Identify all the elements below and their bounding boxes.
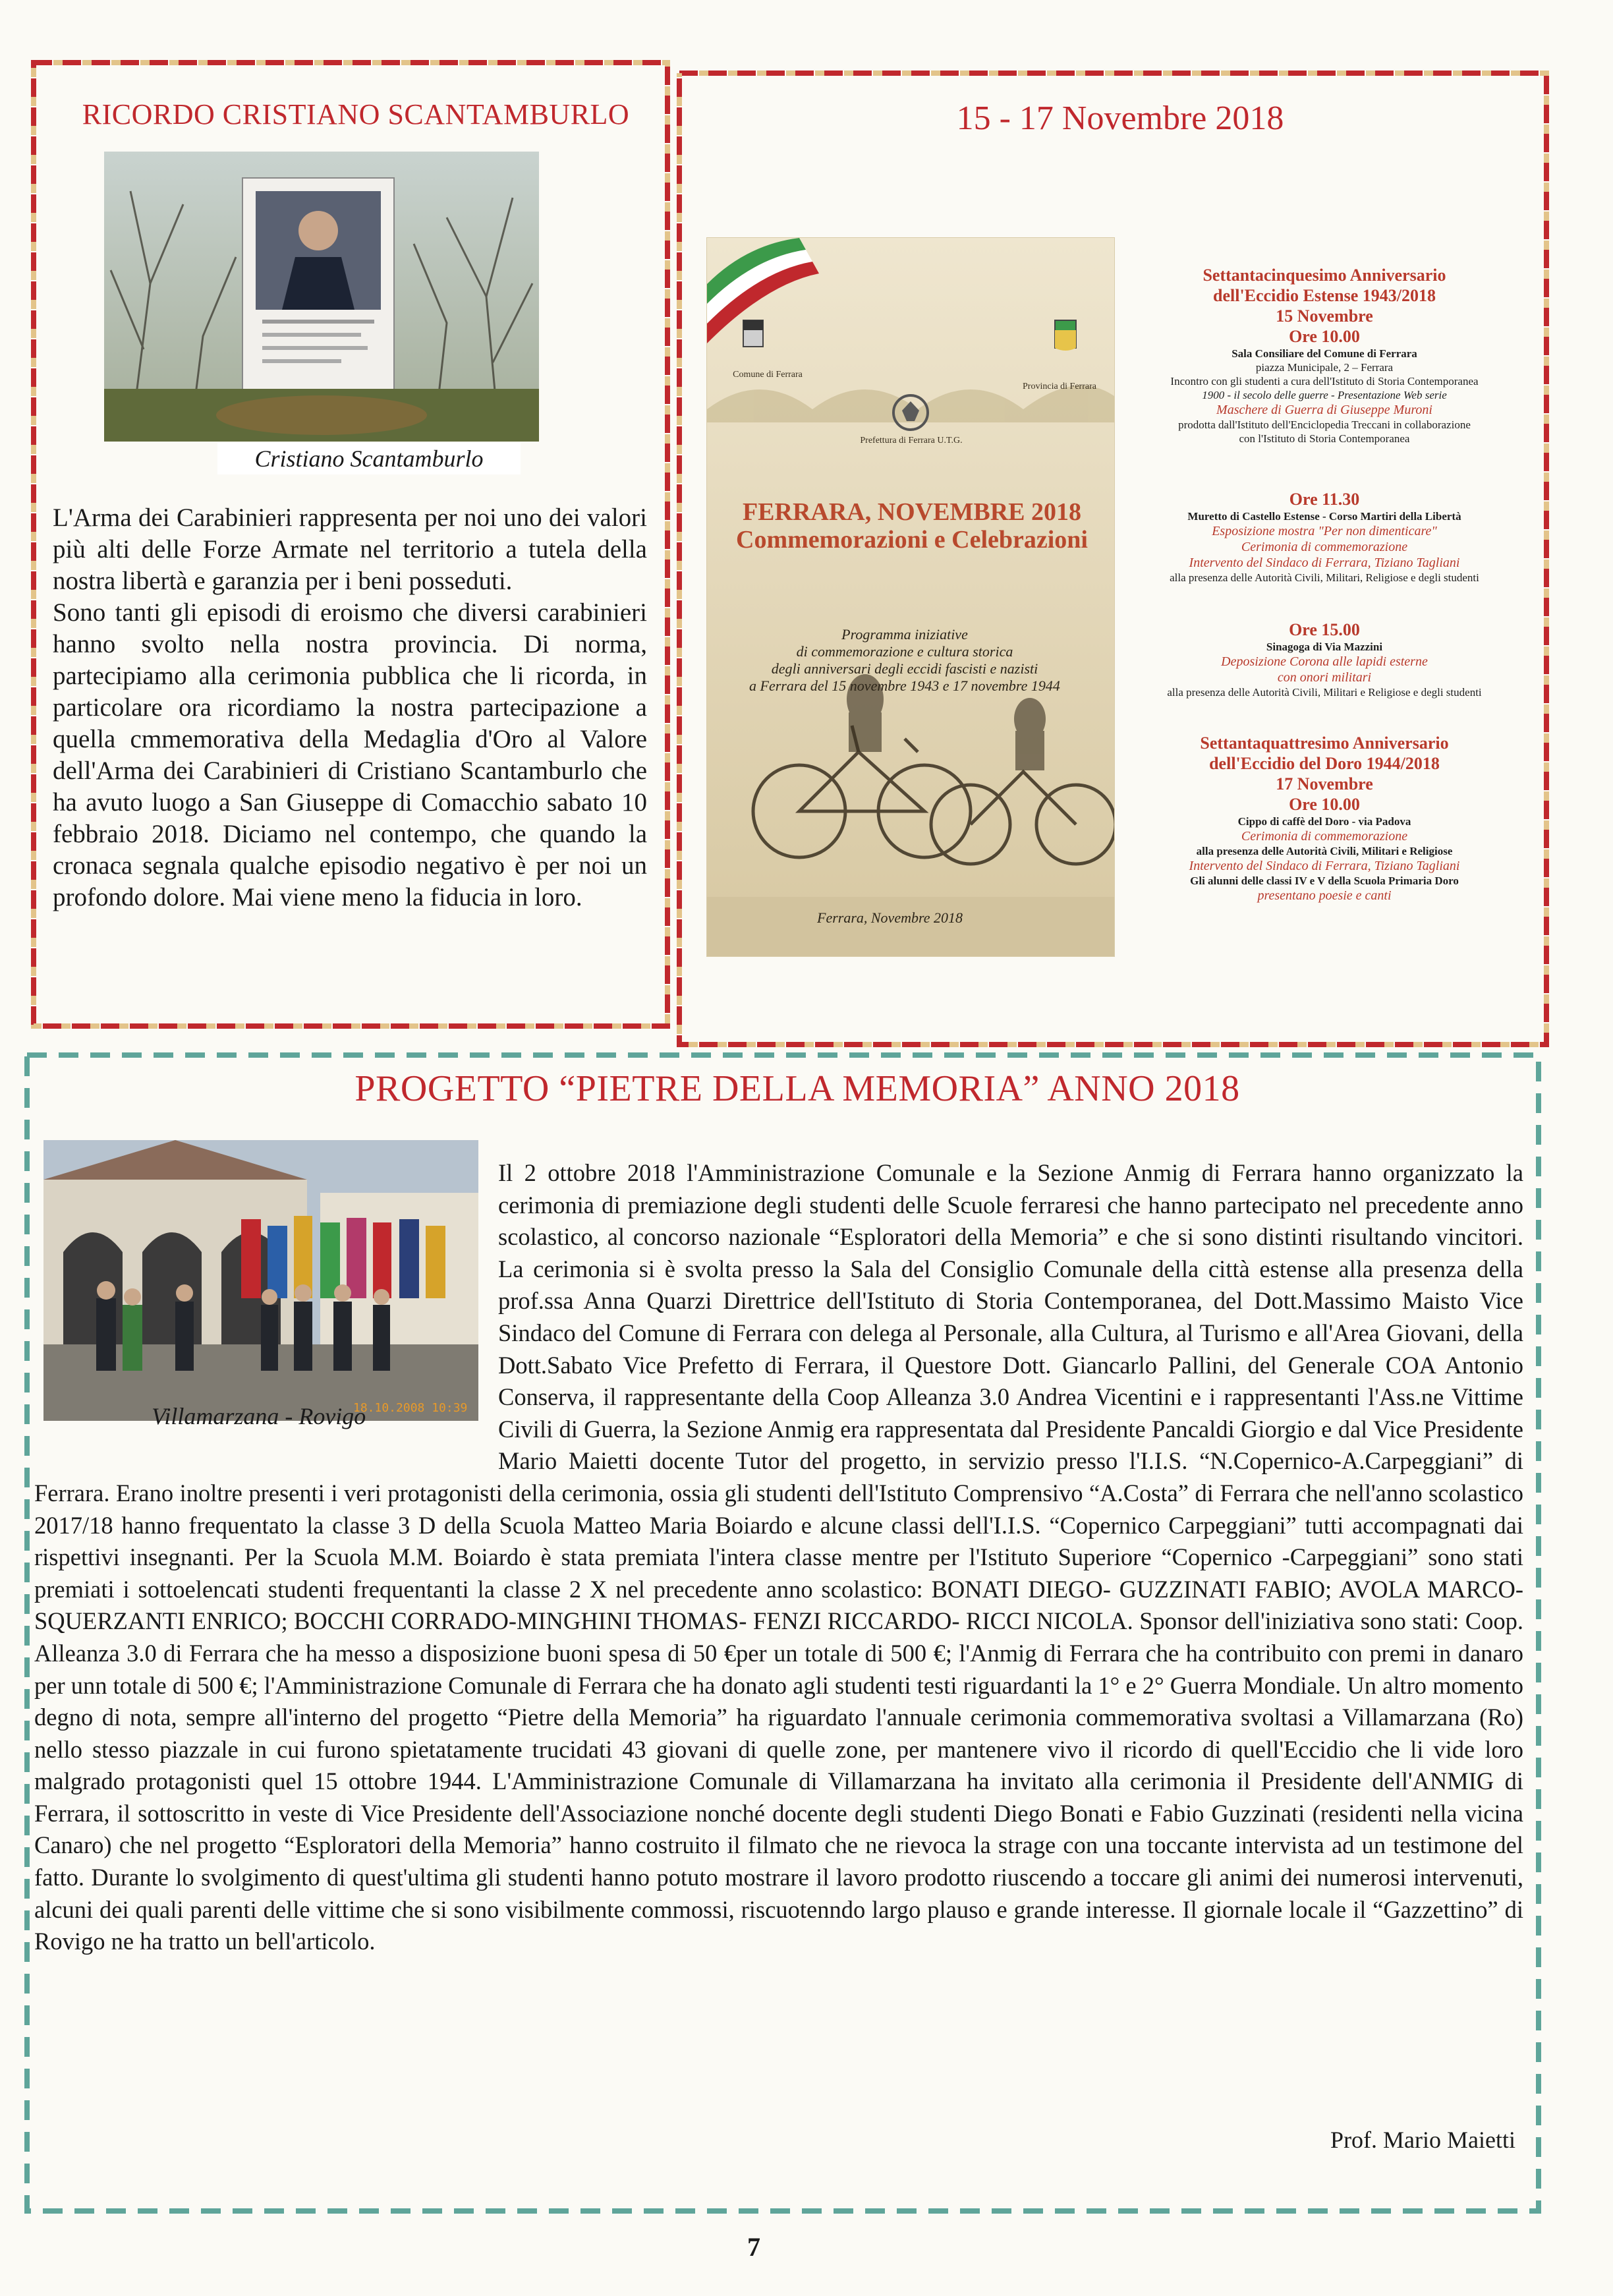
event-4-detail-3: Intervento del Sindaco di Ferrara, Tiziano Tagliani (1189, 859, 1460, 873)
poster-program-line-4: a Ferrara del 15 novembre 1943 e 17 novembre 1944 (749, 677, 1060, 694)
event-3-detail-1: Deposizione Corona alle lapidi esterne (1221, 654, 1428, 669)
event-1-detail-4: prodotta dall'Istituto dell'Enciclopedia Treccani in collaborazione (1178, 418, 1471, 431)
poster-program-line-1: Programma iniziative (841, 626, 968, 643)
poster-program-line-3: degli anniversari degli eccidi fascisti e nazisti (771, 660, 1038, 677)
photo-timestamp: 18.10.2008 10:39 (353, 1401, 468, 1415)
event-4-detail-1: Cerimonia di commemorazione (1241, 829, 1408, 844)
page-number: 7 (747, 2232, 760, 2262)
event-3-time: Ore 15.00 (1289, 620, 1360, 639)
program-event-3 (1140, 619, 1509, 699)
poster-org-prefettura: Prefettura di Ferrara U.T.G. (860, 436, 963, 445)
event-1-address: piazza Municipale, 2 – Ferrara (1255, 361, 1394, 374)
commemoration-poster (706, 237, 1115, 957)
event-2-detail-3: Intervento del Sindaco di Ferrara, Tiziano Tagliani (1189, 556, 1460, 570)
event-2-detail-4: alla presenza delle Autorità Civili, Militari, Religiose e degli studenti (1170, 571, 1479, 584)
bottom-article-text: Il 2 ottobre 2018 l'Amministrazione Comunale e la Sezione Anmig di Ferrara hanno organizzato la cerimonia di premiazione degli studenti delle Scuole ferraresi che hanno partecipato nel precedente anno scolastico, al concorso nazionale “Esploratori della Memoria” e che si sono distinti risultando vincitori. La cerimonia si è svolta presso la Sala del Consiglio Comunale della città estense alla presenza della prof.ssa Anna Quarzi Direttrice dell'Istituto di Storia Contemporanea, del Dott.Massimo Maisto Vice Sindaco del Comune di Ferrara con delega al Personale, alla Cultura, al Turismo e all'Area Giovani, della Dott.Sabato Vice Prefetto di Ferrara, il Questore Dott. Giancarlo Pallini, del Generale COA Antonio Conserva, il rappresentante della Coop Alleanza 3.0 Andrea Vicentini e i rappresentanti l'Ass.ne Vittime Civili di Guerra, la Sezione Anmig era rappresentata dal Presidente Pancaldi Giorgio e dal Vice Presidente Mario Maietti docente Tutor del progetto, in servizio presso l'I.I.S. “N.Copernico-A.Carpeggiani” di Ferrara. Erano inoltre presenti i veri protagonisti della cerimonia, ossia gli studenti dell'Istituto Comprensivo “A.Costa” di Ferrara che nell'anno scolastico 2017/18 hanno frequentato la classe 3 D della Scuola Matteo Maria Boiardo e alcune classi dell'I.I.S. “Copernico Carpeggiani” tutti accompagnati dai rispettivi insegnanti. Per la Scuola M.M. Boiardo è stata premiata l'intera classe mentre per l'Istituto Superiore “Copernico -Carpeggiani” sono stati premiati i sottoelencati studenti frequentanti la classe 2 X nel precedente anno scolastico: BONATI DIEGO- GUZZINATI FABIO; AVOLA MARCO- SQUERZANTI ENRICO; BOCCHI CORRADO-MINGHINI THOMAS- FENZI RICCARDO- RICCI NICOLA. Sponsor dell'iniziativa sono stati: Coop. Alleanza 3.0 di Ferrara che ha messo a disposizione buoni spesa di 50 €per un totale di 500 €; l'Anmig di Ferrara che ha contribuito con premi in danaro per unn totale di 500 €; l'Amministrazione Comunale di Ferrara che ha donato agli studenti testi riguardanti la 1° e 2° Guerra Mondiale. Un altro momento degno di nota, sempre all'interno del progetto “Pietre della Memoria” ha riguardato l'annuale cerimonia commemorativa svoltasi a Villamarzana (Ro) nello stesso piazzale in cui furono spietatamente trucidati 43 giovani di quelle zone, per mantenere vivo il ricordo di quell'Eccidio che li vide loro malgrado protagonisti quel 15 ottobre 1944. L'Amministrazione Comunale di Villamarzana ha invitato alla cerimonia il Presidente dell'ANMIG di Ferrara, il sottoscritto in veste di Vice Presidente dell'Associazione nonché docente degli studenti Diego Bonati e Fabio Guzzinati (residenti nella vicina Canaro) che nel progetto “Esploratori della Memoria” hanno costruito il filmato che ne rievoca la strage con una toccante intervista ad un testimone del fatto. Durante lo svolgimento di quest'ultima gli studenti hanno potuto mostrare il lavoro prodotto riuscendo a toccare gli animi dei numerosi intervenuti, alcuni dei quali parenti delle vittime che si sono visibilmente commossi, riscuotenndo largo plauso e grande interesse. Il giornale locale il “Gazzettino” di Rovigo ne ha tratto un bell'articolo. (34, 1159, 1523, 1955)
event-3-detail-3: alla presenza delle Autorità Civili, Militari e Religiose e degli studenti (1167, 686, 1482, 699)
event-2-detail-1: Esposizione mostra "Per non dimenticare" (1212, 524, 1437, 538)
event-1-detail-2: 1900 - il secolo delle guerre - Presentazione Web serie (1202, 389, 1447, 401)
event-1-place: Sala Consiliare del Comune di Ferrara (1231, 347, 1417, 360)
event-1-date: 15 Novembre (1276, 306, 1373, 326)
program-event-1 (1140, 265, 1509, 445)
program-event-4 (1140, 733, 1509, 904)
bottom-article-body (34, 1157, 1523, 1958)
poster-heading-1: FERRARA, NOVEMBRE 2018 (742, 498, 1082, 526)
event-2-time: Ore 11.30 (1289, 490, 1360, 509)
event-3-detail-2: con onori militari (1277, 670, 1372, 685)
poster-org-comune: Comune di Ferrara (733, 370, 803, 380)
event-4-detail-5: presentano poesie e canti (1257, 888, 1392, 903)
event-4-title: Settantaquattresimo Anniversario (1200, 733, 1449, 753)
event-2-detail-2: Cerimonia di commemorazione (1241, 540, 1408, 554)
poster-program-text (723, 626, 1086, 695)
memorial-photo-image (104, 152, 539, 442)
event-3-place: Sinagoga di Via Mazzini (1266, 641, 1383, 653)
event-4-place: Cippo di caffè del Doro - via Padova (1237, 815, 1411, 828)
left-article-body (53, 502, 647, 913)
left-paragraph-2: Sono tanti gli episodi di eroismo che diversi carabinieri hanno svolto nella nostra provincia. Di norma, partecipiamo alla cerimonia pubblica che li ricorda, in particolare ora ricordiamo la nostra partecipazione a quella cmmemorativa della Medaglia d'Oro al Valore dell'Arma dei Carabinieri di Cristiano Scantamburlo che ha avuto luogo a San Giuseppe di Comacchio sabato 10 febbraio 2018. Diciamo nel contempo, che quando la cronaca segnala qualche episodio negativo è per noi un profondo dolore. Mai viene meno la fiducia in loro. (53, 598, 647, 911)
memorial-photo (104, 152, 539, 442)
event-2-place: Muretto di Castello Estense - Corso Martiri della Libertà (1187, 510, 1461, 523)
event-1-detail-5: con l'Istituto di Storia Contemporanea (1239, 432, 1410, 445)
event-4-detail-4: Gli alunni delle classi IV e V della Scuola Primaria Doro (1190, 875, 1459, 887)
left-article-title: RICORDO CRISTIANO SCANTAMBURLO (82, 98, 630, 130)
poster-artwork (707, 238, 1114, 956)
event-4-date: 17 Novembre (1276, 774, 1373, 793)
event-1-detail-1: Incontro con gli studenti a cura dell'Istituto di Storia Contemporanea (1170, 375, 1479, 387)
memorial-photo-caption: Cristiano Scantamburlo (217, 443, 521, 474)
event-1-time: Ore 10.00 (1289, 327, 1360, 346)
poster-heading (727, 498, 1096, 554)
left-paragraph-1: L'Arma dei Carabinieri rappresenta per noi uno dei valori più alti delle Forze Armate nel territorio a tutela della nostra libertà e garanzia per i beni posseduti. (53, 503, 647, 595)
event-4-time: Ore 10.00 (1289, 795, 1360, 814)
author-signature: Prof. Mario Maietti (1330, 2127, 1515, 2153)
event-1-title: Settantacinquesimo Anniversario (1203, 266, 1446, 285)
poster-footer: Ferrara, Novembre 2018 (817, 909, 963, 926)
event-4-title-2: dell'Eccidio del Doro 1944/2018 (1209, 754, 1440, 773)
program-event-2 (1140, 489, 1509, 585)
event-1-title-2: dell'Eccidio Estense 1943/2018 (1213, 286, 1436, 305)
poster-heading-2: Commemorazioni e Celebrazioni (736, 526, 1088, 554)
right-article-title: 15 - 17 Novembre 2018 (956, 100, 1284, 137)
bottom-article-title: PROGETTO “PIETRE DELLA MEMORIA” ANNO 2018 (354, 1068, 1240, 1109)
villamarzana-photo-caption: Villamarzana - Rovigo (152, 1403, 366, 1429)
photo-wrap-spacer (34, 1157, 498, 1472)
poster-program-line-2: di commemorazione e cultura storica (796, 643, 1013, 660)
event-1-detail-3: Maschere di Guerra di Giuseppe Muroni (1216, 403, 1432, 417)
poster-org-provincia: Provincia di Ferrara (1023, 382, 1096, 391)
event-4-detail-2: alla presenza delle Autorità Civili, Militari e Religiose (1196, 845, 1453, 857)
